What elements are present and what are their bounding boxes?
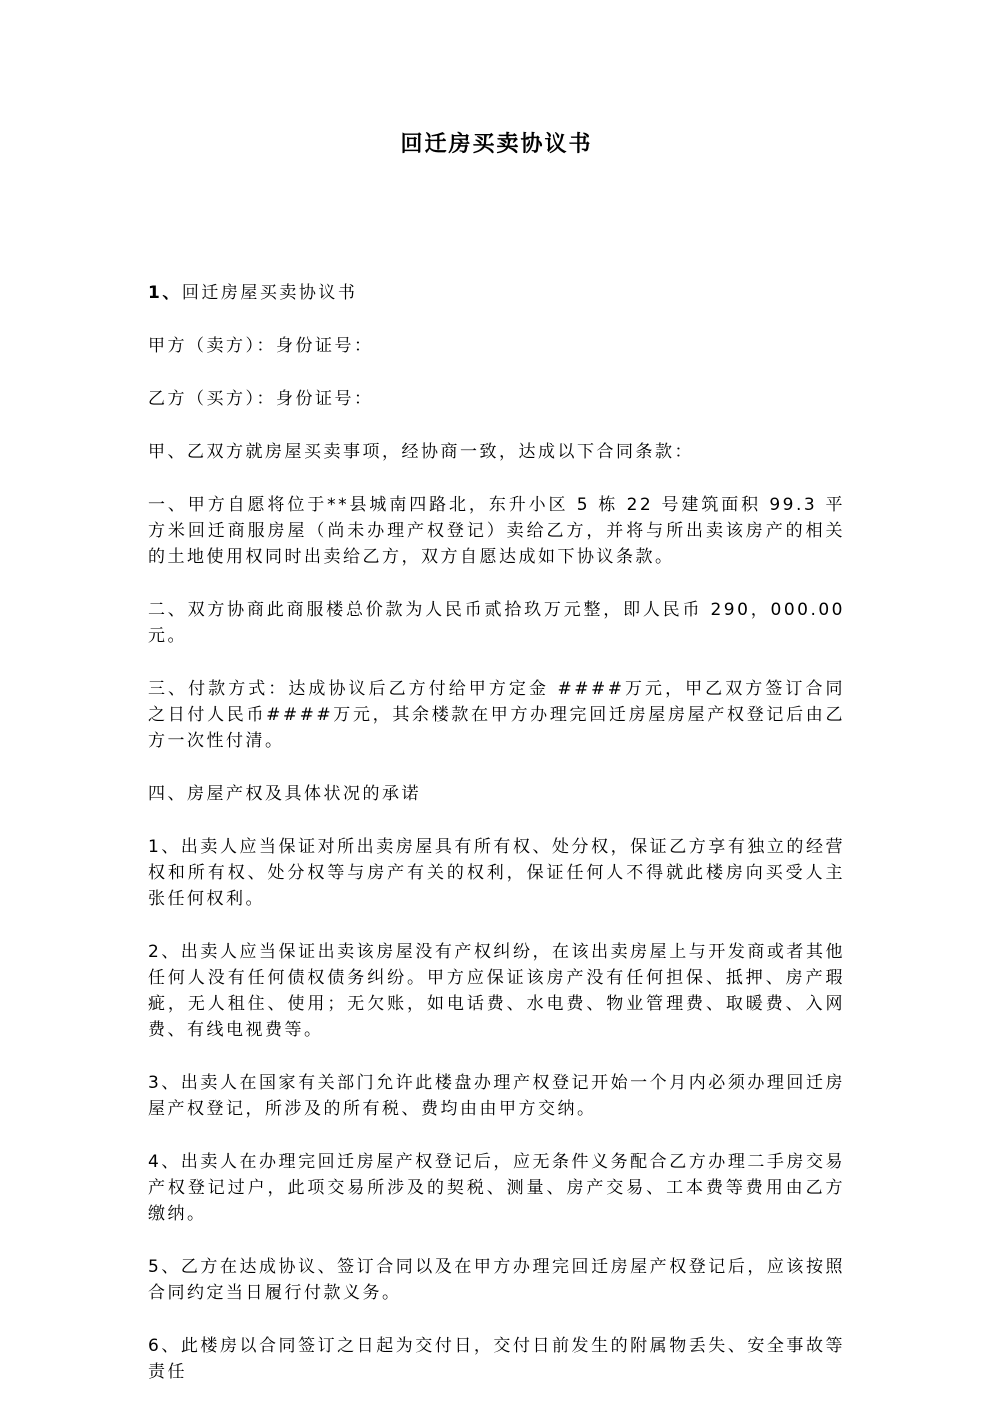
paragraph-party-a: 甲方（卖方）：身份证号： xyxy=(148,336,374,356)
clause-3: 三、付款方式：达成协议后乙方付给甲方定金 ####万元，甲乙双方签订合同之日付人民币####万元，其余楼款在甲方办理完回迁房屋房屋产权登记后由乙方一次性付清。 xyxy=(148,679,845,751)
clause-1: 一、甲方自愿将位于**县城南四路北，东升小区 5 栋 22 号建筑面积 99.3 平方米回迁商服房屋（尚未办理产权登记）卖给乙方，并将与所出卖该房产的相关的土地使用权同时出卖给乙方，双方自愿达成如下协议条款。 xyxy=(148,495,845,567)
list-heading xyxy=(148,280,845,306)
document-content xyxy=(148,131,845,1404)
list-heading-text: 回迁房屋买卖协议书 xyxy=(181,283,358,303)
subclause-2: 2、出卖人应当保证出卖该房屋没有产权纠纷，在该出卖房屋上与开发商或者其他任何人没有任何债权债务纠纷。甲方应保证该房产没有任何担保、抵押、房产瑕疵，无人租住、使用；无欠账，如电话费、水电费、物业管理费、取暖费、入网费、有线电视费等。 xyxy=(148,942,845,1040)
document-title: 回迁房买卖协议书 xyxy=(400,132,593,157)
clause-4: 四、房屋产权及具体状况的承诺 xyxy=(148,784,421,804)
subclause-5: 5、乙方在达成协议、签订合同以及在甲方办理完回迁房屋产权登记后，应该按照合同约定当日履行付款义务。 xyxy=(148,1257,845,1303)
subclause-1: 1、出卖人应当保证对所出卖房屋具有所有权、处分权，保证乙方享有独立的经营权和所有权、处分权等与房产有关的权利，保证任何人不得就此楼房向买受人主张任何权利。 xyxy=(148,837,845,909)
subclause-3: 3、出卖人在国家有关部门允许此楼盘办理产权登记开始一个月内必须办理回迁房屋产权登记，所涉及的所有税、费均由由甲方交纳。 xyxy=(148,1073,845,1119)
paragraph-preamble: 甲、乙双方就房屋买卖事项，经协商一致，达成以下合同条款： xyxy=(148,442,694,462)
subclause-6: 6、此楼房以合同签订之日起为交付日，交付日前发生的附属物丢失、安全事故等责任 xyxy=(148,1336,845,1382)
subclause-4: 4、出卖人在办理完回迁房屋产权登记后，应无条件义务配合乙方办理二手房交易产权登记过户，此项交易所涉及的契税、测量、房产交易、工本费等费用由乙方缴纳。 xyxy=(148,1152,845,1224)
list-heading-number: 1、 xyxy=(148,283,182,303)
clause-2: 二、双方协商此商服楼总价款为人民币贰拾玖万元整，即人民币 290，000.00 元。 xyxy=(148,600,845,646)
paragraph-party-b: 乙方（买方）：身份证号： xyxy=(148,389,374,409)
